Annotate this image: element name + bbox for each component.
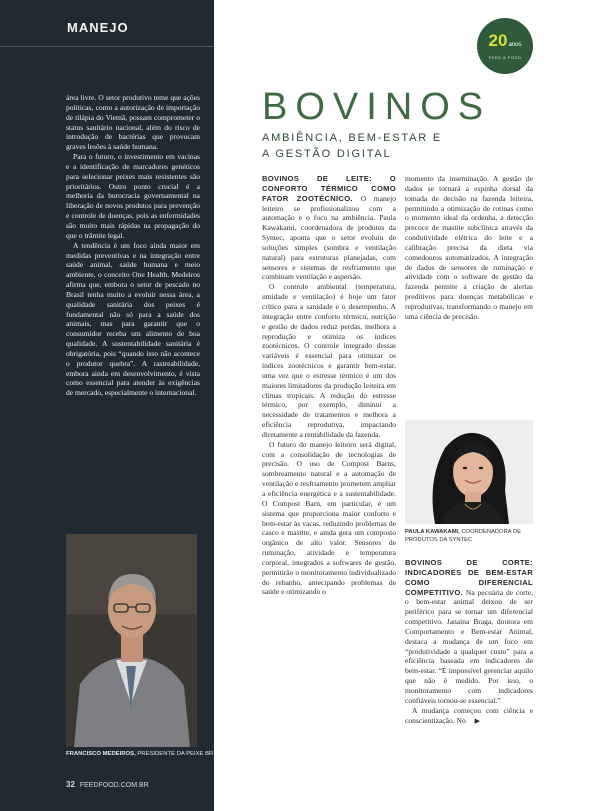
body-paragraph: [405, 706, 533, 727]
section-tag: [0, 0, 214, 47]
section-heading-beef: BOVINOS DE CORTE: INDICADORES DE BEM-ESTAR COMO DIFERENCIAL COMPETITIVO.: [405, 558, 533, 597]
page-footer: [66, 780, 149, 789]
continue-arrow-icon: ▶: [474, 716, 481, 725]
portrait-illustration: [405, 420, 533, 524]
page-number: 32: [66, 780, 75, 789]
article-title: BOVINOS: [262, 86, 492, 128]
footer-site: FEEDFOOD.COM.BR: [79, 782, 149, 789]
body-paragraph: O futuro do manejo leiteiro será digital, com a consolidação de tecnologias de precisão. O uso de Compost Barns, sombreamento natural e a automação de ventilação e resfriamento prometem ampliar a eficiência energética e a sustentabilidade. O Compost Barn, em particular, é um sistema que proporciona maior conforto e bem-estar às vacas, reduzindo problemas de casco e mastite, e ainda gera um composto orgânico de alto valor. Sensores de ruminação, atividade e temperatura corporal, integrados a softwares de gestão, permitirão o monitoramento individualizado do rebanho, antecipando problemas de saúde e otimizando o: [262, 439, 396, 597]
caption-role: COORDENADORA DE PRODUTOS DA SYNTEC: [405, 529, 521, 543]
photo-caption-right: [405, 528, 533, 544]
body-paragraph: O controle ambiental (temperatura, umidade e ventilação) é hoje um fator crítico para a sanidade e o desempenho. A integração entre conforto térmico, nutrição e gestão de dados reduz perdas, melhora a reprodução e otimiza os índices zootécnicos. O controle integrado dessas variáveis é essencial para otimizar os índices zootécnicos e garantir bem-estar, uma vez que o estresse térmico é um dos maiores limitadores da produção leiteira em climas tropicais. A redução do estresse térmico, por exemplo, diminui a necessidade de tratamentos e melhora a eficiência reprodutiva, impactando diretamente a rentabilidade da fazenda.: [262, 282, 396, 439]
badge-number-value: 20: [488, 30, 508, 50]
dairy-intro-paragraph: [262, 174, 396, 282]
anniversary-badge: [477, 18, 533, 74]
badge-brand: FEED & FOOD: [488, 54, 522, 60]
left-paragraph: A tendência é um foco ainda maior em medidas preventivas e na integração entre saúde animal, saúde humana e meio ambiente, o conceito One Health. Medeiros afirma que, embora o setor de pescado no Brasil tenha muito a evoluir nessa área, a qualidade sanitária dos peixes é fundamental não só para a saúde dos animais, mas para garantir que o consumidor receba um alimento de boa qualidade. A sustentabilidade sanitária é obrigatória, pois “quando isso não acontece o produtor quebra”. A rastreabilidade, embora ainda em desenvolvimento, é vista como essencial para atender às exigências de mercado, especialmente o internacional.: [66, 240, 200, 398]
beef-intro-paragraph: [405, 558, 533, 706]
beef-lead-text: Na pecuária de corte, o bem-estar animal deixou de ser periférico para se tornar um diferencial competitivo. Janaína Braga, doutora em Comportamento e Bem-estar Animal, destaca a mudança de um foco em “produtividade a qualquer custo” para a eficiência baseada em indicadores de bem-estar. “É impossível gerenciar aquilo que não é medido. Por isso, o monitoramento com indicadores confiáveis tornou-se essencial.”: [405, 587, 534, 705]
section-heading-dairy: BOVINOS DE LEITE: O CONFORTO TÉRMICO COMO FATOR ZOOTÉCNICO.: [262, 174, 396, 203]
portrait-illustration: [66, 534, 197, 747]
photo-caption-left: [66, 751, 214, 757]
left-article-text: [66, 93, 200, 398]
section-label: MANEJO: [67, 20, 129, 35]
badge-unit: anos: [508, 41, 522, 48]
left-paragraph: área livre. O setor produtivo teme que ações políticas, como a autorização de importação de tilápia do Vietnã, possam comprometer o status sanitário nacional, além do risco de introdução de bactérias que provocam graves lesões à saúde humana.: [66, 93, 200, 152]
body-text: A mudança começou com ciência e conscientização. No: [405, 705, 533, 725]
left-paragraph: Para o futuro, o investimento em vacinas e a identificação de marcadores genéticos para selecionar peixes mais resistentes são prioritários. Outro ponto crucial é a melhoria da burocracia governamental na liberação de novos produtos para prevenção e controle de doenças, pois as enfermidades são muito mais rápidas na propagação do que o trâmite legal.: [66, 152, 200, 240]
article-column-1: [262, 174, 396, 597]
article-subtitle: AMBIÊNCIA, BEM-ESTAR E A GESTÃO DIGITAL: [262, 132, 442, 160]
article-column-2: [405, 174, 533, 322]
badge-number: [488, 30, 522, 53]
left-sidebar-column: [0, 0, 214, 811]
portrait-photo-paula-kawakami: [405, 420, 533, 524]
caption-name: FRANCISCO MEDEIROS,: [66, 751, 136, 757]
portrait-photo-francisco-medeiros: [66, 534, 197, 747]
dairy-lead-text: O manejo leiteiro se profissionalizou com a automação e o foco na ambiência. Paula Kawakami, coordenadora de produtos da Syntec, aponta que o setor evoluiu de soluções simples (sombra e ventilação natural) para estruturas planejadas, com sensores e sistemas de resfriamento que combinam ventilação e aspersão.: [262, 193, 396, 282]
caption-name: PAULA KAWAKAMI,: [405, 529, 460, 535]
body-paragraph: momento da inseminação. A gestão de dados se tornará a espinha dorsal da tomada de decisão na fazenda leiteira, permitindo a otimização de rotinas como o momento ideal da ordenha, a detecção precoce de mastite subclínica através da condutividade elétrica do leite e a calibração precisa da dieta via comedouros automatizados. A integração de dados de sensores de ruminação e atividade com o software de gestão da fazenda permite a criação de alertas preditivos para doenças metabólicas e reprodutivas, transformando o manejo em uma ciência de precisão.: [405, 174, 533, 321]
article-column-3: [405, 558, 533, 726]
caption-role: PRESIDENTE DA PEIXE BR: [137, 751, 214, 757]
